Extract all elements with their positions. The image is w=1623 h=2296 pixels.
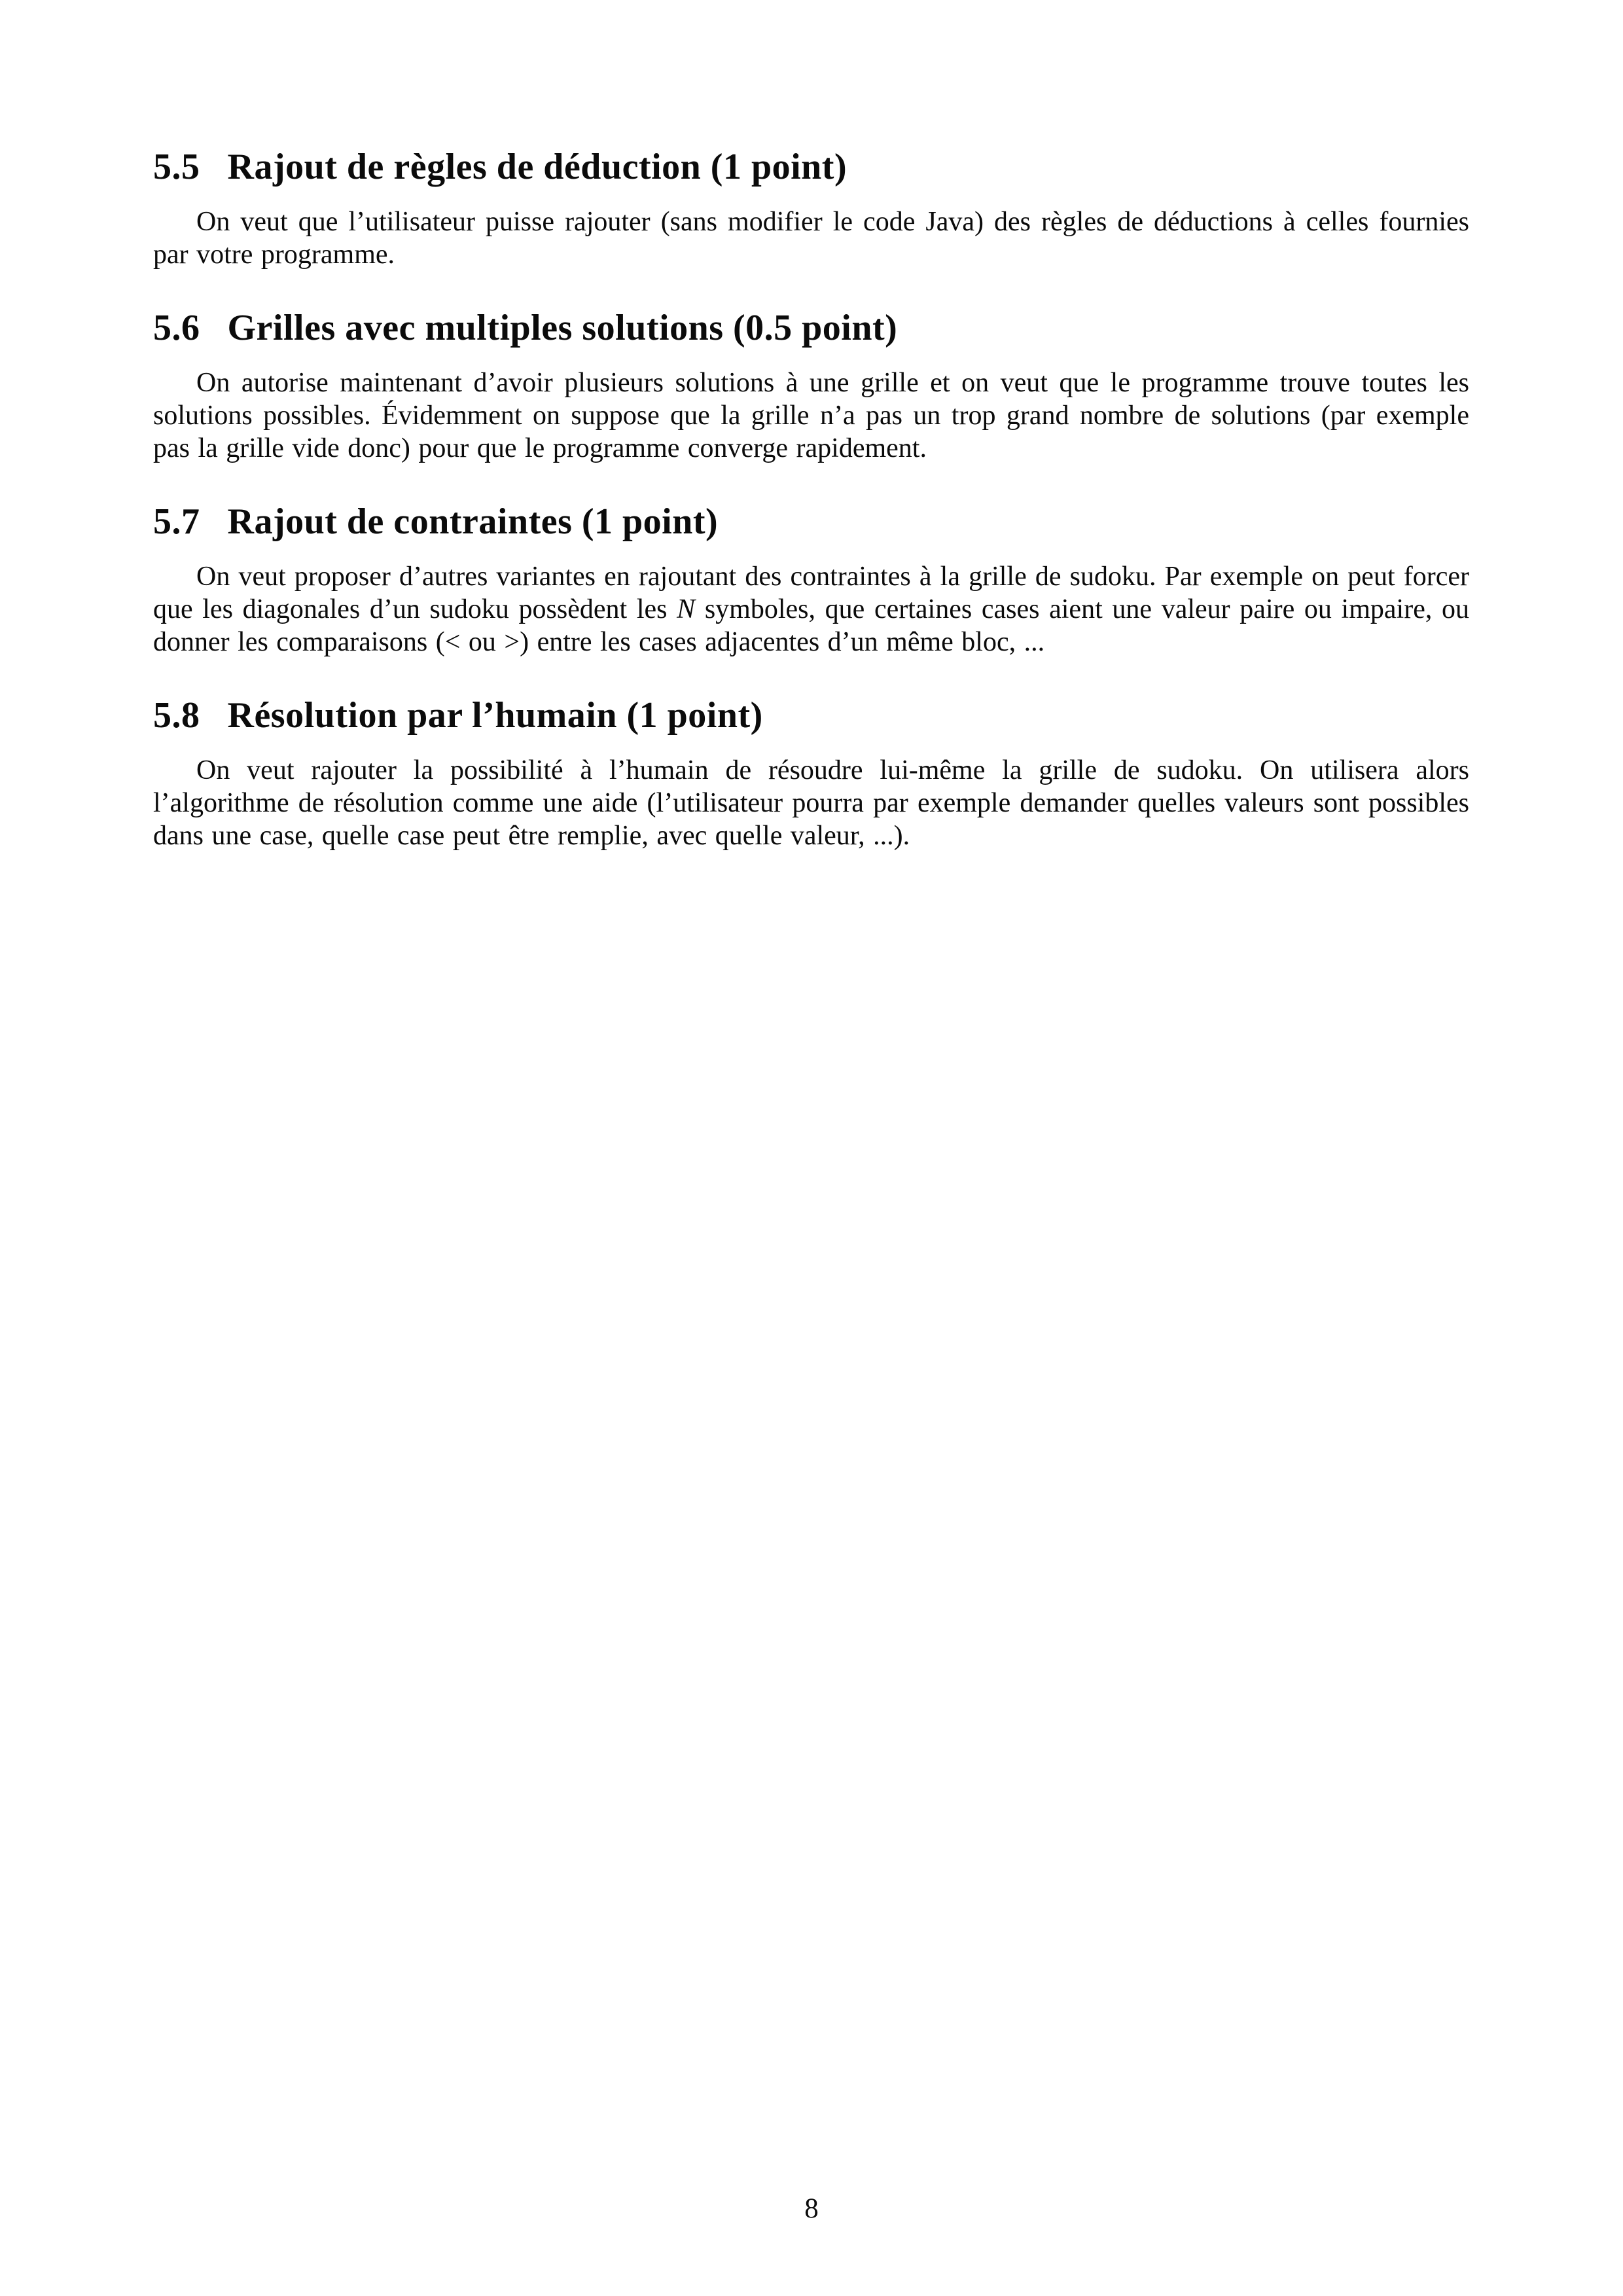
section-5-7 [153, 500, 1469, 658]
section-number: 5.5 [153, 147, 200, 187]
section-number: 5.8 [153, 695, 200, 736]
section-title: Rajout de règles de déduction (1 point) [227, 147, 847, 187]
section-heading [153, 694, 1469, 737]
section-paragraph: On autorise maintenant d’avoir plusieurs solutions à une grille et on veut que le programme trouve toutes les solutions possibles. Évidemment on suppose que la grille n’a pas un trop grand nombre de solutions (par exemple pas la grille vide donc) pour que le programme converge rapidement. [153, 368, 1469, 463]
math-variable-n: N [677, 594, 696, 624]
section-heading [153, 500, 1469, 543]
paragraph-text: On veut proposer d’autres variantes en rajoutant des contraintes à la grille de sudoku. Par exemple on peut forcer que les diagonales d’un sudoku possèdent les [153, 562, 1469, 624]
section-paragraph [153, 560, 1469, 658]
section-5-5 [153, 145, 1469, 271]
section-number: 5.7 [153, 501, 200, 542]
section-paragraph: On veut que l’utilisateur puisse rajouter (sans modifier le code Java) des règles de déductions à celles fournies par votre programme. [153, 207, 1469, 270]
section-title: Grilles avec multiples solutions (0.5 point) [227, 308, 898, 348]
section-paragraph: On veut rajouter la possibilité à l’humain de résoudre lui-même la grille de sudoku. On utilisera alors l’algorithme de résolution comme une aide (l’utilisateur pourra par exemple demander quelles valeurs sont possibles dans une case, quelle case peut être remplie, avec quelle valeur, ...). [153, 755, 1469, 851]
section-5-6 [153, 306, 1469, 465]
page-number: 8 [804, 2193, 819, 2224]
paragraph-text: symboles, que certaines cases aient une valeur paire ou impaire, ou donner les comparaisons (< ou >) entre les cases adjacentes d’un même bloc, ... [153, 594, 1469, 657]
section-title: Rajout de contraintes (1 point) [227, 501, 719, 542]
section-heading [153, 306, 1469, 350]
section-heading [153, 145, 1469, 188]
section-5-8 [153, 694, 1469, 852]
section-title: Résolution par l’humain (1 point) [227, 695, 763, 736]
section-number: 5.6 [153, 308, 200, 348]
